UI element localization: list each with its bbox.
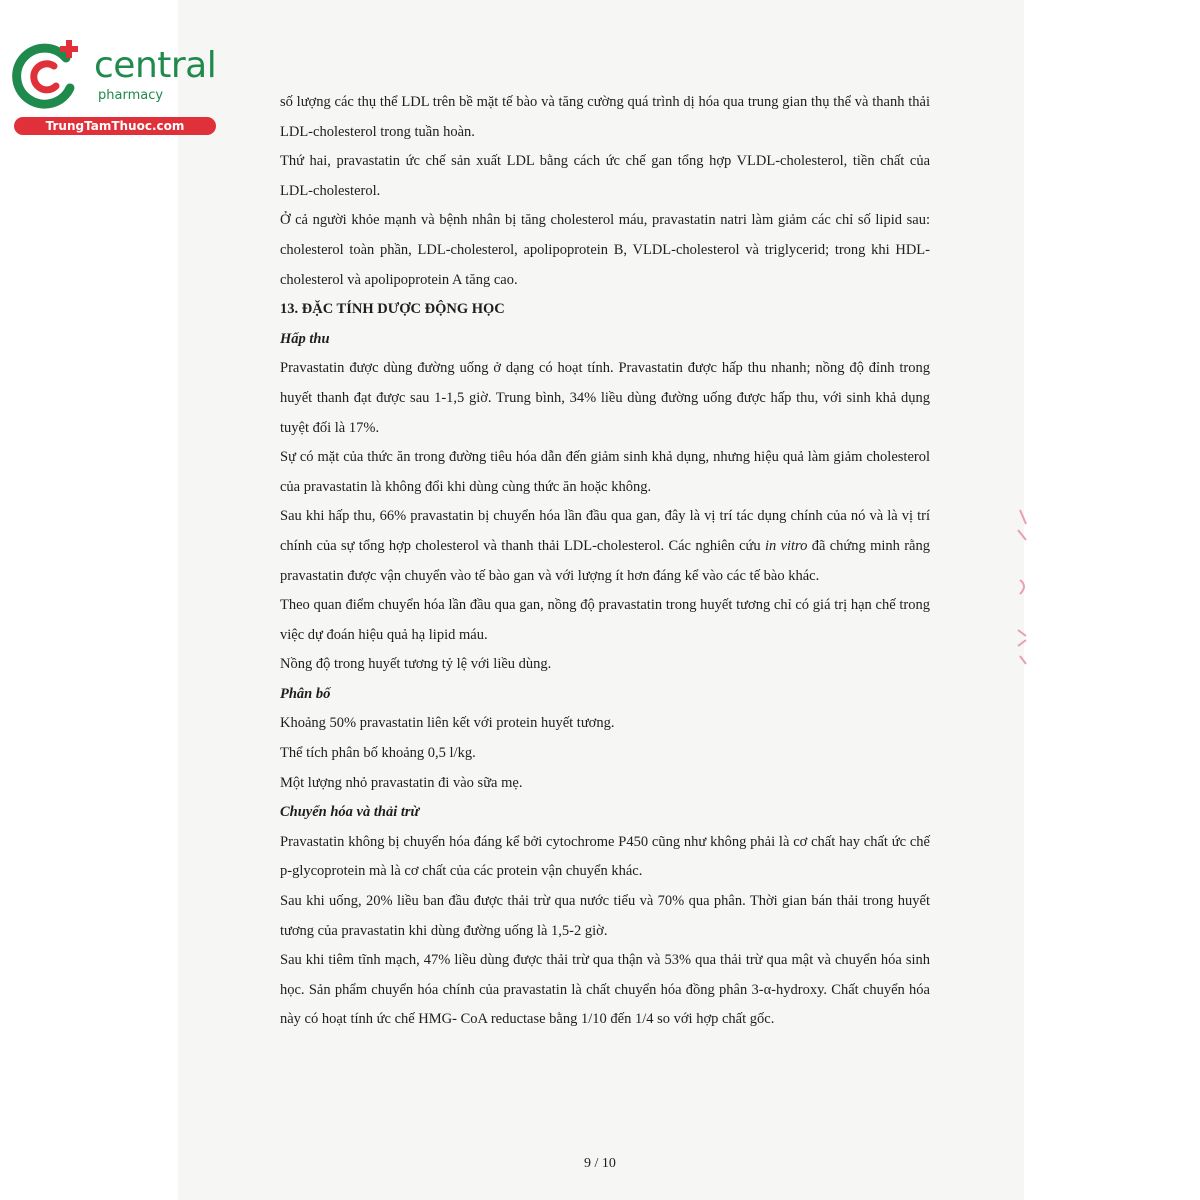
paragraph: Khoảng 50% pravastatin liên kết với protein huyết tương. (280, 715, 615, 732)
paragraph: Pravastatin không bị chuyển hóa đáng kể bởi cytochrome P450 cũng như không phải là cơ chất hay chất ức chế p-glycoprotein mà là cơ chất của các protein vận chuyển khác. (280, 833, 930, 880)
italic-term: in vitro (764, 537, 808, 554)
brand-subtitle: pharmacy (98, 88, 164, 103)
stamp-fragment-icon (1008, 500, 1038, 670)
paragraph: Ở cả người khỏe mạnh và bệnh nhân bị tăng cholesterol máu, pravastatin natri làm giảm các chỉ số lipid sau: cholesterol toàn phần, LDL-cholesterol, apolipoprotein B, VLDL-cholesterol và triglycerid; trong khi HDL-cholesterol và apolipoprotein A tăng cao. (280, 212, 930, 288)
text-run: Sau khi hấp thu, 66% pravastatin bị chuyển hóa lần đầu qua gan, đây là vị trí tác dụng chính của nó và là vị trí chính của sự tổng hợp cholesterol và thanh thải LDL-cholesterol. Các nghiên cứu (280, 508, 930, 554)
paragraph: Sự có mặt của thức ăn trong đường tiêu hóa dẫn đến giảm sinh khả dụng, nhưng hiệu quả làm giảm cholesterol của pravastatin là không đổi khi dùng cùng thức ăn hoặc không. (280, 449, 930, 495)
paragraph: Sau khi uống, 20% liều ban đầu được thải trừ qua nước tiểu và 70% qua phân. Thời gian bán thải trong huyết tương của pravastatin khi dùng đường uống là 1,5-2 giờ. (280, 893, 930, 939)
paragraph: Sau khi tiêm tĩnh mạch, 47% liều dùng được thải trừ qua thận và 53% qua thải trừ qua mật và chuyển hóa sinh học. Sản phẩm chuyển hóa chính của pravastatin là chất chuyển hóa đồng phân 3-α-hydroxy. Chất chuyển hóa này có hoạt tính ức chế HMG- CoA reductase bằng 1/10 đến 1/4 so với hợp chất gốc. (280, 952, 930, 1028)
section-title: 13. ĐẶC TÍNH DƯỢC ĐỘNG HỌC (280, 301, 505, 318)
paragraph (280, 502, 930, 591)
paragraph: số lượng các thụ thể LDL trên bề mặt tế bào và tăng cường quá trình dị hóa qua trung gian thụ thể và thanh thải LDL-cholesterol trong tuần hoàn. (280, 94, 930, 140)
brand-url-badge[interactable]: TrungTamThuoc.com (14, 117, 216, 135)
page-number: 9 / 10 (584, 1156, 616, 1171)
subsection-heading-absorption: Hấp thu (280, 330, 330, 347)
document-body (280, 88, 930, 1035)
paragraph: Theo quan điểm chuyển hóa lần đầu qua gan, nồng độ pravastatin trong huyết tương chỉ có giá trị hạn chế trong việc dự đoán hiệu quả hạ lipid máu. (280, 597, 930, 643)
paragraph: Pravastatin được dùng đường uống ở dạng có hoạt tính. Pravastatin được hấp thu nhanh; nồng độ đỉnh trong huyết thanh đạt được sau 1-1,5 giờ. Trung bình, 34% liều dùng đường uống được hấp thu, với sinh khả dụng tuyệt đối là 17%. (280, 360, 930, 436)
text-run: đã chứng minh rằng pravastatin được vận chuyển vào tế bào gan và với lượng ít hơn đáng kể vào các tế bào khác. (280, 537, 930, 584)
subsection-heading-distribution: Phân bố (280, 685, 331, 702)
brand-logo[interactable] (8, 36, 218, 136)
brand-name: central (94, 45, 217, 86)
paragraph: Thể tích phân bố khoảng 0,5 l/kg. (280, 745, 476, 762)
paragraph: Thứ hai, pravastatin ức chế sản xuất LDL bằng cách ức chế gan tổng hợp VLDL-cholesterol, tiền chất của LDL-cholesterol. (280, 153, 930, 199)
pharmacy-cross-icon (8, 36, 88, 116)
subsection-heading-metabolism: Chuyển hóa và thải trừ (280, 804, 420, 821)
paragraph: Một lượng nhỏ pravastatin đi vào sữa mẹ. (280, 774, 523, 791)
paragraph: Nồng độ trong huyết tương tỷ lệ với liều dùng. (280, 656, 552, 673)
